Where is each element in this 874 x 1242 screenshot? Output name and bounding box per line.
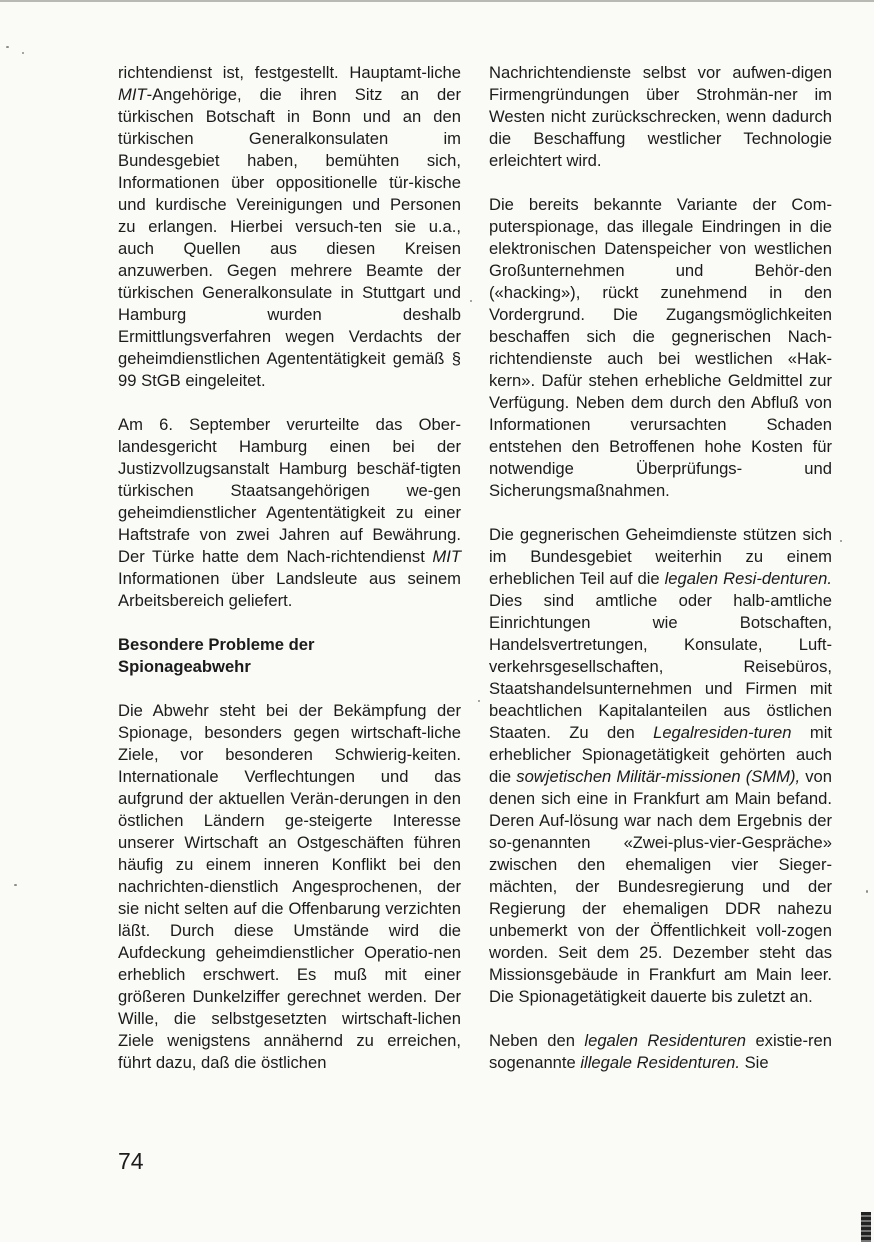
section-heading: Besondere Probleme der Spionageabwehr: [118, 635, 315, 676]
scan-speck: [478, 700, 480, 702]
emphasis: MIT: [432, 547, 461, 566]
emphasis: sowjetischen Militär-missionen (SMM),: [516, 767, 801, 786]
right-column: [489, 62, 832, 1074]
page-top-edge: [0, 0, 874, 2]
emphasis: Legalresiden-turen: [653, 723, 792, 742]
paragraph: Die gegnerischen Geheimdienste stützen sich im Bundesgebiet weiterhin zu einem erheblichen Teil auf die legalen Resi-denturen. Dies sind amtliche oder halb-amtliche Einrichtungen wie Botschaften, Handelsvertretungen, Konsulate, Luft-verkehrsgesellschaften, Reisebüros, Staatshandelsunternehmen und Firmen mit beachtlichen Kapitalanteilen aus östlichen Staaten. Zu den Legalresiden-turen mit erheblicher Spionagetätigkeit gehörten auch die sowjetischen Militär-missionen (SMM), von denen sich eine in Frankfurt am Main befand. Deren Auf-lösung war nach dem Ergebnis der so-genannten «Zwei-plus-vier-Gespräche» zwischen den ehemaligen vier Sieger-mächten, der Bundesregierung und der Regierung der ehemaligen DDR nahezu unbemerkt von der Öffentlichkeit voll-zogen worden. Seit dem 25. Dezember steht das Missionsgebäude in Frankfurt am Main leer. Die Spionagetätigkeit dauerte bis zuletzt an.: [489, 525, 832, 1006]
scan-speck: [866, 890, 868, 893]
paragraph: Die Abwehr steht bei der Bekämpfung der Spionage, besonders gegen wirtschaft-liche Ziele, vor besonderen Schwierig-keiten. Internationale Verflechtungen und das aufgrund der aktuellen Verän-derungen in den östlichen Ländern ge-steigerte Interesse unserer Wirtschaft an Ostgeschäften führen häufig zu einem inneren Konflikt bei den nachrichten-dienstlich Angesprochenen, der sie nicht selten auf die Offenbarung verzichten läßt. Durch diese Umstände wird die Aufdeckung geheimdienstlicher Operatio-nen erheblich erschwert. Es muß mit einer größeren Dunkelziffer gerechnet werden. Der Wille, die selbstgesetzten wirtschaft-lichen Ziele wenigstens annähernd zu erreichen, führt dazu, daß die östlichen: [118, 701, 461, 1072]
emphasis: legalen Resi-denturen.: [664, 569, 832, 588]
paragraph: Die bereits bekannte Variante der Com-puterspionage, das illegale Eindringen in die elektronischen Datenspeicher von westlichen Großunternehmen und Behör-den («hacking»), rückt zunehmend in den Vordergrund. Die Zugangsmöglichkeiten beschaffen sich die gegnerischen Nach-richtendienste auch bei westlichen «Hak-kern». Dafür stehen erhebliche Geldmittel zur Verfügung. Neben dem durch den Abfluß von Informationen verursachten Schaden entstehen den Betroffenen hohe Kosten für notwendige Überprüfungs- und Sicherungsmaßnahmen.: [489, 195, 832, 500]
scan-speck: [470, 300, 472, 302]
paragraph: Am 6. September verurteilte das Ober-landesgericht Hamburg einen bei der Justizvollzugsanstalt Hamburg beschäf-tigten türkischen Staatsangehörigen we-gen geheimdienstlicher Agententätigkeit zu einer Haftstrafe von zwei Jahren auf Bewährung. Der Türke hatte dem Nach-richtendienst MIT Informationen über Landsleute aus seinem Arbeitsbereich geliefert.: [118, 415, 461, 610]
emphasis: legalen Residenturen: [584, 1031, 747, 1050]
scan-edge-mark: [861, 1212, 871, 1242]
paragraph: Nachrichtendienste selbst vor aufwen-digen Firmengründungen über Strohmän-ner im Westen nicht zurückschrecken, wenn dadurch die Beschaffung westlicher Technologie erleichtert wird.: [489, 63, 832, 170]
emphasis: MIT: [118, 85, 147, 104]
page-number: 74: [118, 1148, 144, 1174]
paragraph: richtendienst ist, festgestellt. Hauptamt-liche MIT-Angehörige, die ihren Sitz an der türkischen Botschaft in Bonn und an den türkischen Generalkonsulaten im Bundesgebiet haben, bemühten sich, Informationen über oppositionelle tür-kische und kurdische Vereinigungen und Personen zu erlangen. Hierbei versuch-ten sie u.a., auch Quellen aus diesen Kreisen anzuwerben. Gegen mehrere Beamte der türkischen Generalkonsulate in Stuttgart und Hamburg wurden deshalb Ermittlungsverfahren wegen Verdachts der geheimdienstlichen Agententätigkeit gemäß § 99 StGB eingeleitet.: [118, 63, 461, 390]
scan-speck: [6, 46, 9, 48]
scan-speck: [22, 52, 24, 54]
paragraph: Neben den legalen Residenturen existie-ren sogenannte illegale Residenturen. Sie: [489, 1031, 832, 1072]
scan-speck: [14, 884, 17, 886]
scan-speck: [840, 540, 842, 542]
left-column: [118, 62, 461, 1074]
emphasis: illegale Residenturen.: [580, 1053, 740, 1072]
